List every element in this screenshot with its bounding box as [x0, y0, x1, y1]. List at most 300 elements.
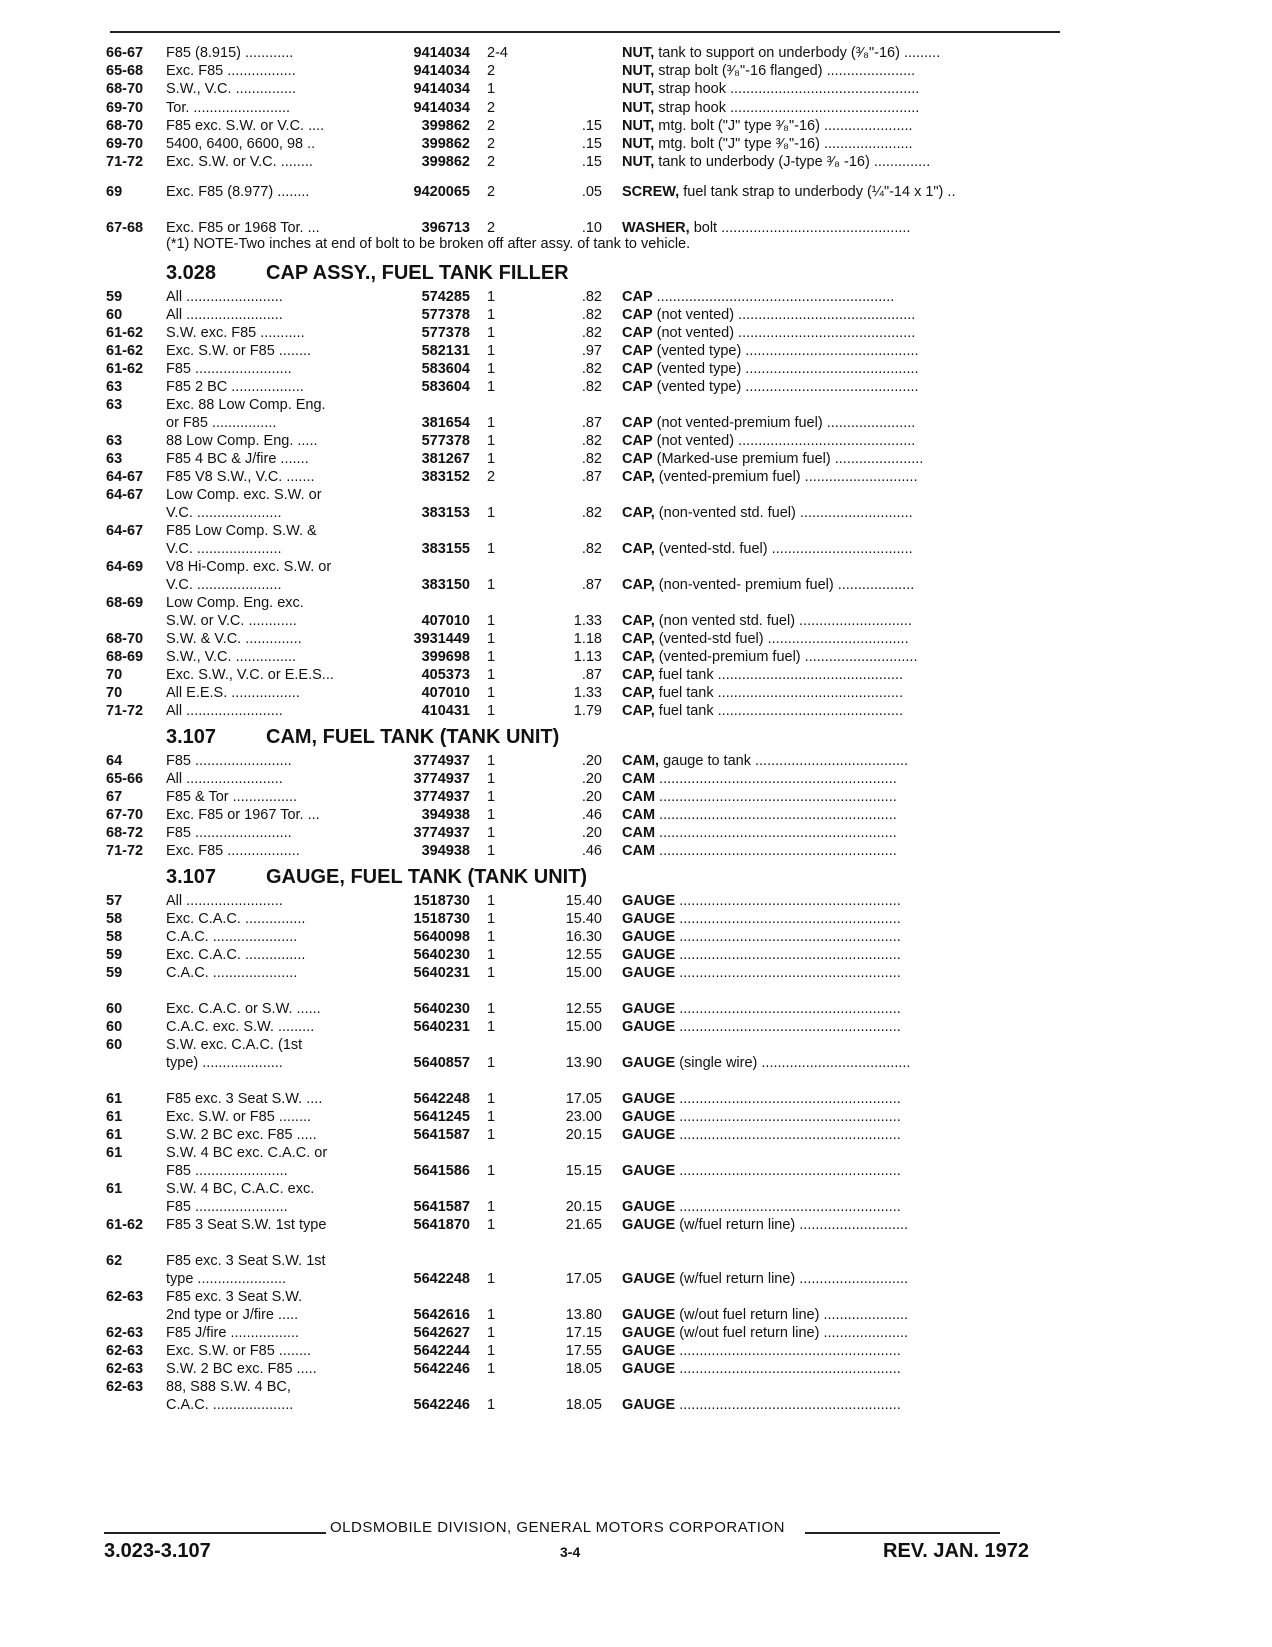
quantity: 1: [487, 289, 496, 305]
part-row: [0, 62, 1272, 81]
model-year: 60: [106, 1037, 123, 1053]
quantity: 2: [487, 154, 496, 171]
price: .82: [581, 289, 602, 305]
price: 15.00: [565, 1019, 602, 1035]
part-number: 5641870: [413, 1217, 470, 1233]
part-number: 3774937: [413, 753, 470, 769]
quantity: 1: [487, 649, 496, 665]
part-row: [0, 558, 1272, 577]
quantity: 1: [487, 1127, 496, 1143]
description: [622, 752, 1060, 771]
description: [622, 1162, 1060, 1181]
description-keyword: CAP,: [622, 703, 655, 719]
description: [622, 910, 1060, 929]
description: [622, 378, 1060, 397]
part-number: 9414034: [413, 81, 470, 98]
description-detail: fuel tank ..............................................: [654, 685, 903, 701]
application: type ......................: [166, 1271, 287, 1287]
description-detail: ...........................................................: [655, 843, 897, 859]
description-detail: fuel tank ..............................................: [654, 667, 903, 683]
quantity: 1: [487, 1163, 496, 1179]
part-number: 577378: [421, 433, 470, 449]
part-row: [0, 1198, 1272, 1217]
part-number: 399862: [421, 117, 470, 134]
description-keyword: GAUGE: [622, 1217, 676, 1233]
quantity: 2: [487, 469, 496, 485]
part-row: [0, 1306, 1272, 1325]
description-keyword: GAUGE: [622, 1343, 676, 1359]
model-year: 69: [106, 184, 123, 200]
description: [622, 788, 1060, 807]
application: Exc. S.W. or V.C. ........: [166, 154, 313, 171]
price: .97: [581, 343, 602, 359]
model-year: 62-63: [106, 1325, 144, 1341]
quantity: 2: [487, 184, 496, 200]
part-row: [0, 288, 1272, 307]
application: Exc. F85 ..................: [166, 843, 300, 859]
application: S.W. 2 BC exc. F85 .....: [166, 1361, 317, 1377]
application: Exc. F85 (8.977) ........: [166, 184, 310, 200]
description-detail: (not vented-premium fuel) ......................: [652, 415, 916, 431]
description: [622, 153, 1060, 172]
description: [622, 80, 1060, 99]
model-year: 70: [106, 667, 123, 683]
price: .82: [581, 379, 602, 395]
description-detail: .......................................................: [675, 1001, 901, 1017]
part-number: 5640231: [413, 1019, 470, 1035]
quantity: 1: [487, 1001, 496, 1017]
section-title: CAP ASSY., FUEL TANK FILLER: [266, 262, 569, 284]
model-year: 62-63: [106, 1343, 144, 1359]
price: 1.18: [573, 631, 602, 647]
description-detail: (non-vented- premium fuel) ...................: [654, 577, 915, 593]
description: [622, 702, 1060, 721]
description-keyword: CAP: [622, 433, 653, 449]
part-number: 383150: [421, 577, 470, 593]
price: .87: [581, 415, 602, 431]
quantity: 1: [487, 505, 496, 521]
application: Low Comp. Eng. exc.: [166, 595, 304, 611]
model-year: 65-68: [106, 63, 144, 80]
part-row: [0, 540, 1272, 559]
application: Exc. 88 Low Comp. Eng.: [166, 397, 326, 413]
part-number: 399698: [421, 649, 470, 665]
description-detail: (w/out fuel return line) .....................: [675, 1325, 909, 1341]
description-detail: (single wire) .....................................: [675, 1055, 911, 1071]
description: [622, 117, 1060, 136]
application: V.C. .....................: [166, 577, 282, 593]
model-year: 67-68: [106, 220, 144, 236]
price: 1.33: [573, 613, 602, 629]
description-detail: tank to underbody (J-type ³⁄₈ -16) ..............: [654, 154, 931, 171]
price: 16.30: [565, 929, 602, 945]
description-keyword: GAUGE: [622, 1271, 676, 1287]
price: 15.40: [565, 911, 602, 927]
part-number: 5642246: [413, 1397, 470, 1413]
part-row: [0, 378, 1272, 397]
part-row: [0, 576, 1272, 595]
description-detail: .......................................................: [675, 947, 901, 963]
part-number: 394938: [421, 807, 470, 823]
model-year: 65-66: [106, 771, 144, 787]
description: [622, 1306, 1060, 1325]
part-number: 1518730: [413, 911, 470, 927]
part-number: 5641245: [413, 1109, 470, 1125]
quantity: 1: [487, 307, 496, 323]
application: All ........................: [166, 893, 283, 909]
description: [622, 1054, 1060, 1073]
part-row: [0, 842, 1272, 861]
part-number: 3774937: [413, 789, 470, 805]
price: 13.80: [565, 1307, 602, 1323]
application: S.W. 4 BC, C.A.C. exc.: [166, 1181, 315, 1197]
description-keyword: CAM: [622, 807, 656, 823]
description-detail: .......................................................: [675, 1109, 901, 1125]
description: [622, 964, 1060, 983]
price: .20: [581, 753, 602, 769]
application: F85 & Tor ................: [166, 789, 298, 805]
description-keyword: CAP: [622, 325, 653, 341]
application: F85 .......................: [166, 1199, 288, 1215]
application: S.W. 4 BC exc. C.A.C. or: [166, 1145, 328, 1161]
description-detail: ...........................................................: [655, 807, 897, 823]
description-keyword: NUT,: [622, 45, 655, 61]
quantity: 2: [487, 99, 496, 116]
description-detail: ...........................................................: [652, 289, 895, 305]
price: 1.33: [573, 685, 602, 701]
part-row: [0, 1216, 1272, 1235]
part-row: [0, 342, 1272, 361]
part-row: [0, 396, 1272, 415]
part-number: 5641587: [413, 1199, 470, 1215]
part-row: [0, 964, 1272, 983]
model-year: 68-70: [106, 117, 144, 134]
section-number: 3.107: [166, 726, 217, 748]
top-rule: [110, 31, 1060, 33]
model-year: 70: [106, 685, 123, 701]
part-row: [0, 1162, 1272, 1181]
application: Exc. S.W. or F85 ........: [166, 1343, 312, 1359]
model-year: 63: [106, 451, 123, 467]
model-year: 62-63: [106, 1289, 144, 1305]
part-number: 5640230: [413, 1001, 470, 1017]
application: C.A.C. .....................: [166, 965, 298, 981]
application: Exc. C.A.C. or S.W. ......: [166, 1001, 321, 1017]
description-detail: (vented type) ...........................................: [652, 379, 919, 395]
part-row: [0, 946, 1272, 965]
model-year: 61: [106, 1091, 123, 1107]
description: [622, 1108, 1060, 1127]
model-year: 59: [106, 289, 123, 305]
application: F85 V8 S.W., V.C. .......: [166, 469, 315, 485]
price: .87: [581, 577, 602, 593]
part-row: [0, 752, 1272, 771]
description: [622, 342, 1060, 361]
price: 17.15: [565, 1325, 602, 1341]
application: F85 ........................: [166, 753, 292, 769]
description-detail: (vented-std fuel) ...................................: [654, 631, 909, 647]
model-year: 59: [106, 947, 123, 963]
description-keyword: CAP: [622, 415, 653, 431]
section-title: CAM, FUEL TANK (TANK UNIT): [266, 726, 560, 748]
description-keyword: GAUGE: [622, 1307, 676, 1323]
part-row: [0, 153, 1272, 172]
part-row: [0, 1270, 1272, 1289]
part-number: 399862: [421, 136, 470, 152]
description-detail: (Marked-use premium fuel) ......................: [652, 451, 924, 467]
description-detail: .......................................................: [675, 1091, 901, 1107]
description-detail: .......................................................: [675, 911, 901, 927]
section-heading: [166, 261, 569, 285]
description: [622, 1360, 1060, 1379]
price: 13.90: [565, 1055, 602, 1071]
part-row: [0, 648, 1272, 667]
price: 12.55: [565, 947, 602, 963]
application: Exc. S.W. or F85 ........: [166, 343, 312, 359]
quantity: 1: [487, 379, 496, 395]
price: 23.00: [565, 1109, 602, 1125]
description: [622, 360, 1060, 379]
model-year: 60: [106, 1019, 123, 1035]
application: type) ....................: [166, 1055, 283, 1071]
description-detail: .......................................................: [675, 929, 901, 945]
model-year: 63: [106, 433, 123, 449]
description: [622, 306, 1060, 325]
price: 17.05: [565, 1091, 602, 1107]
part-row: [0, 770, 1272, 789]
application: V8 Hi-Comp. exc. S.W. or: [166, 559, 332, 575]
model-year: 59: [106, 965, 123, 981]
quantity: 1: [487, 613, 496, 629]
part-row: [0, 702, 1272, 721]
model-year: 66-67: [106, 45, 144, 61]
quantity: 1: [487, 685, 496, 701]
description: [622, 432, 1060, 451]
price: 17.55: [565, 1343, 602, 1359]
description: [622, 892, 1060, 911]
description-keyword: CAP: [622, 379, 653, 395]
model-year: 69-70: [106, 99, 144, 116]
description: [622, 44, 1060, 63]
part-number: 407010: [421, 685, 470, 701]
part-row: [0, 1090, 1272, 1109]
part-number: 399862: [421, 154, 470, 171]
part-row: [0, 432, 1272, 451]
description-detail: (vented type) ...........................................: [652, 343, 919, 359]
description-keyword: CAP,: [622, 541, 655, 557]
description-keyword: GAUGE: [622, 1325, 676, 1341]
description: [622, 684, 1060, 703]
description-keyword: CAM,: [622, 753, 660, 769]
application: F85 2 BC ..................: [166, 379, 304, 395]
quantity: 1: [487, 1091, 496, 1107]
section-heading: [166, 865, 587, 889]
description-keyword: CAP: [622, 289, 653, 305]
description-detail: .......................................................: [675, 1163, 901, 1179]
description-detail: (non vented std. fuel) ............................: [654, 613, 912, 629]
price: .10: [581, 220, 602, 236]
application: S.W., V.C. ...............: [166, 649, 296, 665]
application: or F85 ................: [166, 415, 277, 431]
description: [622, 504, 1060, 523]
description-keyword: WASHER,: [622, 220, 690, 236]
application: C.A.C. ....................: [166, 1397, 294, 1413]
section-number: 3.107: [166, 866, 217, 888]
price: .87: [581, 469, 602, 485]
quantity: 1: [487, 1343, 496, 1359]
description-detail: fuel tank ..............................................: [654, 703, 903, 719]
description-detail: .......................................................: [675, 1343, 901, 1359]
description-detail: (non-vented std. fuel) ............................: [654, 505, 913, 521]
model-year: 61-62: [106, 343, 144, 359]
model-year: 61: [106, 1109, 123, 1125]
quantity: 1: [487, 1199, 496, 1215]
application: Exc. F85 .................: [166, 63, 296, 80]
description: [622, 288, 1060, 307]
price: .46: [581, 807, 602, 823]
part-row: [0, 892, 1272, 911]
model-year: 64-67: [106, 469, 144, 485]
description-detail: .......................................................: [675, 893, 901, 909]
quantity: 1: [487, 81, 496, 98]
description-keyword: GAUGE: [622, 965, 676, 981]
description-detail: (w/out fuel return line) .....................: [675, 1307, 909, 1323]
part-number: 3774937: [413, 771, 470, 787]
description-keyword: CAP,: [622, 577, 655, 593]
description-keyword: CAP: [622, 361, 653, 377]
part-number: 394938: [421, 843, 470, 859]
description: [622, 99, 1060, 118]
quantity: 1: [487, 433, 496, 449]
description-detail: bolt ...............................................: [689, 220, 911, 236]
description: [622, 1270, 1060, 1289]
description-detail: (not vented) ............................................: [652, 325, 916, 341]
description-keyword: CAP,: [622, 631, 655, 647]
application: F85 .......................: [166, 1163, 288, 1179]
description-keyword: GAUGE: [622, 1127, 676, 1143]
part-number: 383155: [421, 541, 470, 557]
description-detail: (vented-std. fuel) ...................................: [654, 541, 913, 557]
model-year: 68-69: [106, 595, 144, 611]
description-keyword: CAP: [622, 343, 653, 359]
quantity: 1: [487, 771, 496, 787]
description-keyword: SCREW,: [622, 184, 680, 200]
application: Exc. C.A.C. ...............: [166, 947, 306, 963]
footnote: (*1) NOTE-Two inches at end of bolt to be broken off after assy. of tank to vehicle.: [166, 236, 691, 252]
part-row: [0, 522, 1272, 541]
part-number: 5642627: [413, 1325, 470, 1341]
description: [622, 842, 1060, 861]
description-detail: mtg. bolt ("J" type ³⁄₈"-16) ......................: [654, 117, 913, 134]
model-year: 64-69: [106, 559, 144, 575]
part-number: 381654: [421, 415, 470, 431]
part-number: 5642248: [413, 1271, 470, 1287]
part-number: 9420065: [413, 184, 470, 200]
price: 18.05: [565, 1361, 602, 1377]
part-row: [0, 928, 1272, 947]
application: S.W. 2 BC exc. F85 .....: [166, 1127, 317, 1143]
application: C.A.C. exc. S.W. .........: [166, 1019, 315, 1035]
part-number: 410431: [421, 703, 470, 719]
description-keyword: CAP,: [622, 505, 655, 521]
description-keyword: GAUGE: [622, 947, 676, 963]
quantity: 1: [487, 789, 496, 805]
price: .46: [581, 843, 602, 859]
part-number: 5640857: [413, 1055, 470, 1071]
footer-page-number: 3-4: [560, 1544, 581, 1560]
quantity: 1: [487, 703, 496, 719]
part-number: 1518730: [413, 893, 470, 909]
model-year: 64: [106, 753, 123, 769]
application: F85 ........................: [166, 825, 292, 841]
description-detail: .......................................................: [675, 1199, 901, 1215]
model-year: 61-62: [106, 1217, 144, 1233]
description-detail: .......................................................: [675, 1019, 901, 1035]
description: [622, 824, 1060, 843]
model-year: 61: [106, 1181, 123, 1197]
price: .82: [581, 451, 602, 467]
application: 5400, 6400, 6600, 98 ..: [166, 136, 316, 152]
description-keyword: GAUGE: [622, 1199, 676, 1215]
quantity: 1: [487, 807, 496, 823]
application: All E.E.S. .................: [166, 685, 300, 701]
quantity: 2-4: [487, 45, 508, 61]
application: V.C. .....................: [166, 505, 282, 521]
price: .82: [581, 325, 602, 341]
description: [622, 540, 1060, 559]
application: All ........................: [166, 307, 283, 323]
part-row: [0, 1144, 1272, 1163]
description-keyword: GAUGE: [622, 929, 676, 945]
part-number: 396713: [421, 220, 470, 236]
part-row: [0, 1288, 1272, 1307]
description-detail: (vented type) ...........................................: [652, 361, 919, 377]
description-keyword: CAM: [622, 789, 656, 805]
price: 18.05: [565, 1397, 602, 1413]
part-row: [0, 414, 1272, 433]
part-row: [0, 1180, 1272, 1199]
description-detail: mtg. bolt ("J" type ³⁄₈"-16) ......................: [654, 136, 913, 152]
description-keyword: CAM: [622, 843, 656, 859]
footer-section-range: 3.023-3.107: [104, 1540, 211, 1562]
quantity: 1: [487, 825, 496, 841]
description: [622, 576, 1060, 595]
model-year: 60: [106, 1001, 123, 1017]
model-year: 61: [106, 1145, 123, 1161]
price: .82: [581, 505, 602, 521]
application: Exc. S.W. or F85 ........: [166, 1109, 312, 1125]
part-number: 583604: [421, 361, 470, 377]
application: F85 ........................: [166, 361, 292, 377]
quantity: 1: [487, 577, 496, 593]
footer-revision: REV. JAN. 1972: [883, 1540, 1030, 1562]
description: [622, 928, 1060, 947]
quantity: 1: [487, 361, 496, 377]
quantity: 2: [487, 220, 496, 236]
model-year: 67: [106, 789, 123, 805]
application: C.A.C. .....................: [166, 929, 298, 945]
part-number: 383152: [421, 469, 470, 485]
quantity: 1: [487, 911, 496, 927]
description-keyword: CAP,: [622, 469, 655, 485]
description-keyword: CAP: [622, 307, 653, 323]
model-year: 57: [106, 893, 123, 909]
quantity: 1: [487, 753, 496, 769]
part-number: 5640231: [413, 965, 470, 981]
part-number: 9414034: [413, 63, 470, 80]
part-row: [0, 1054, 1272, 1073]
price: 20.15: [565, 1127, 602, 1143]
